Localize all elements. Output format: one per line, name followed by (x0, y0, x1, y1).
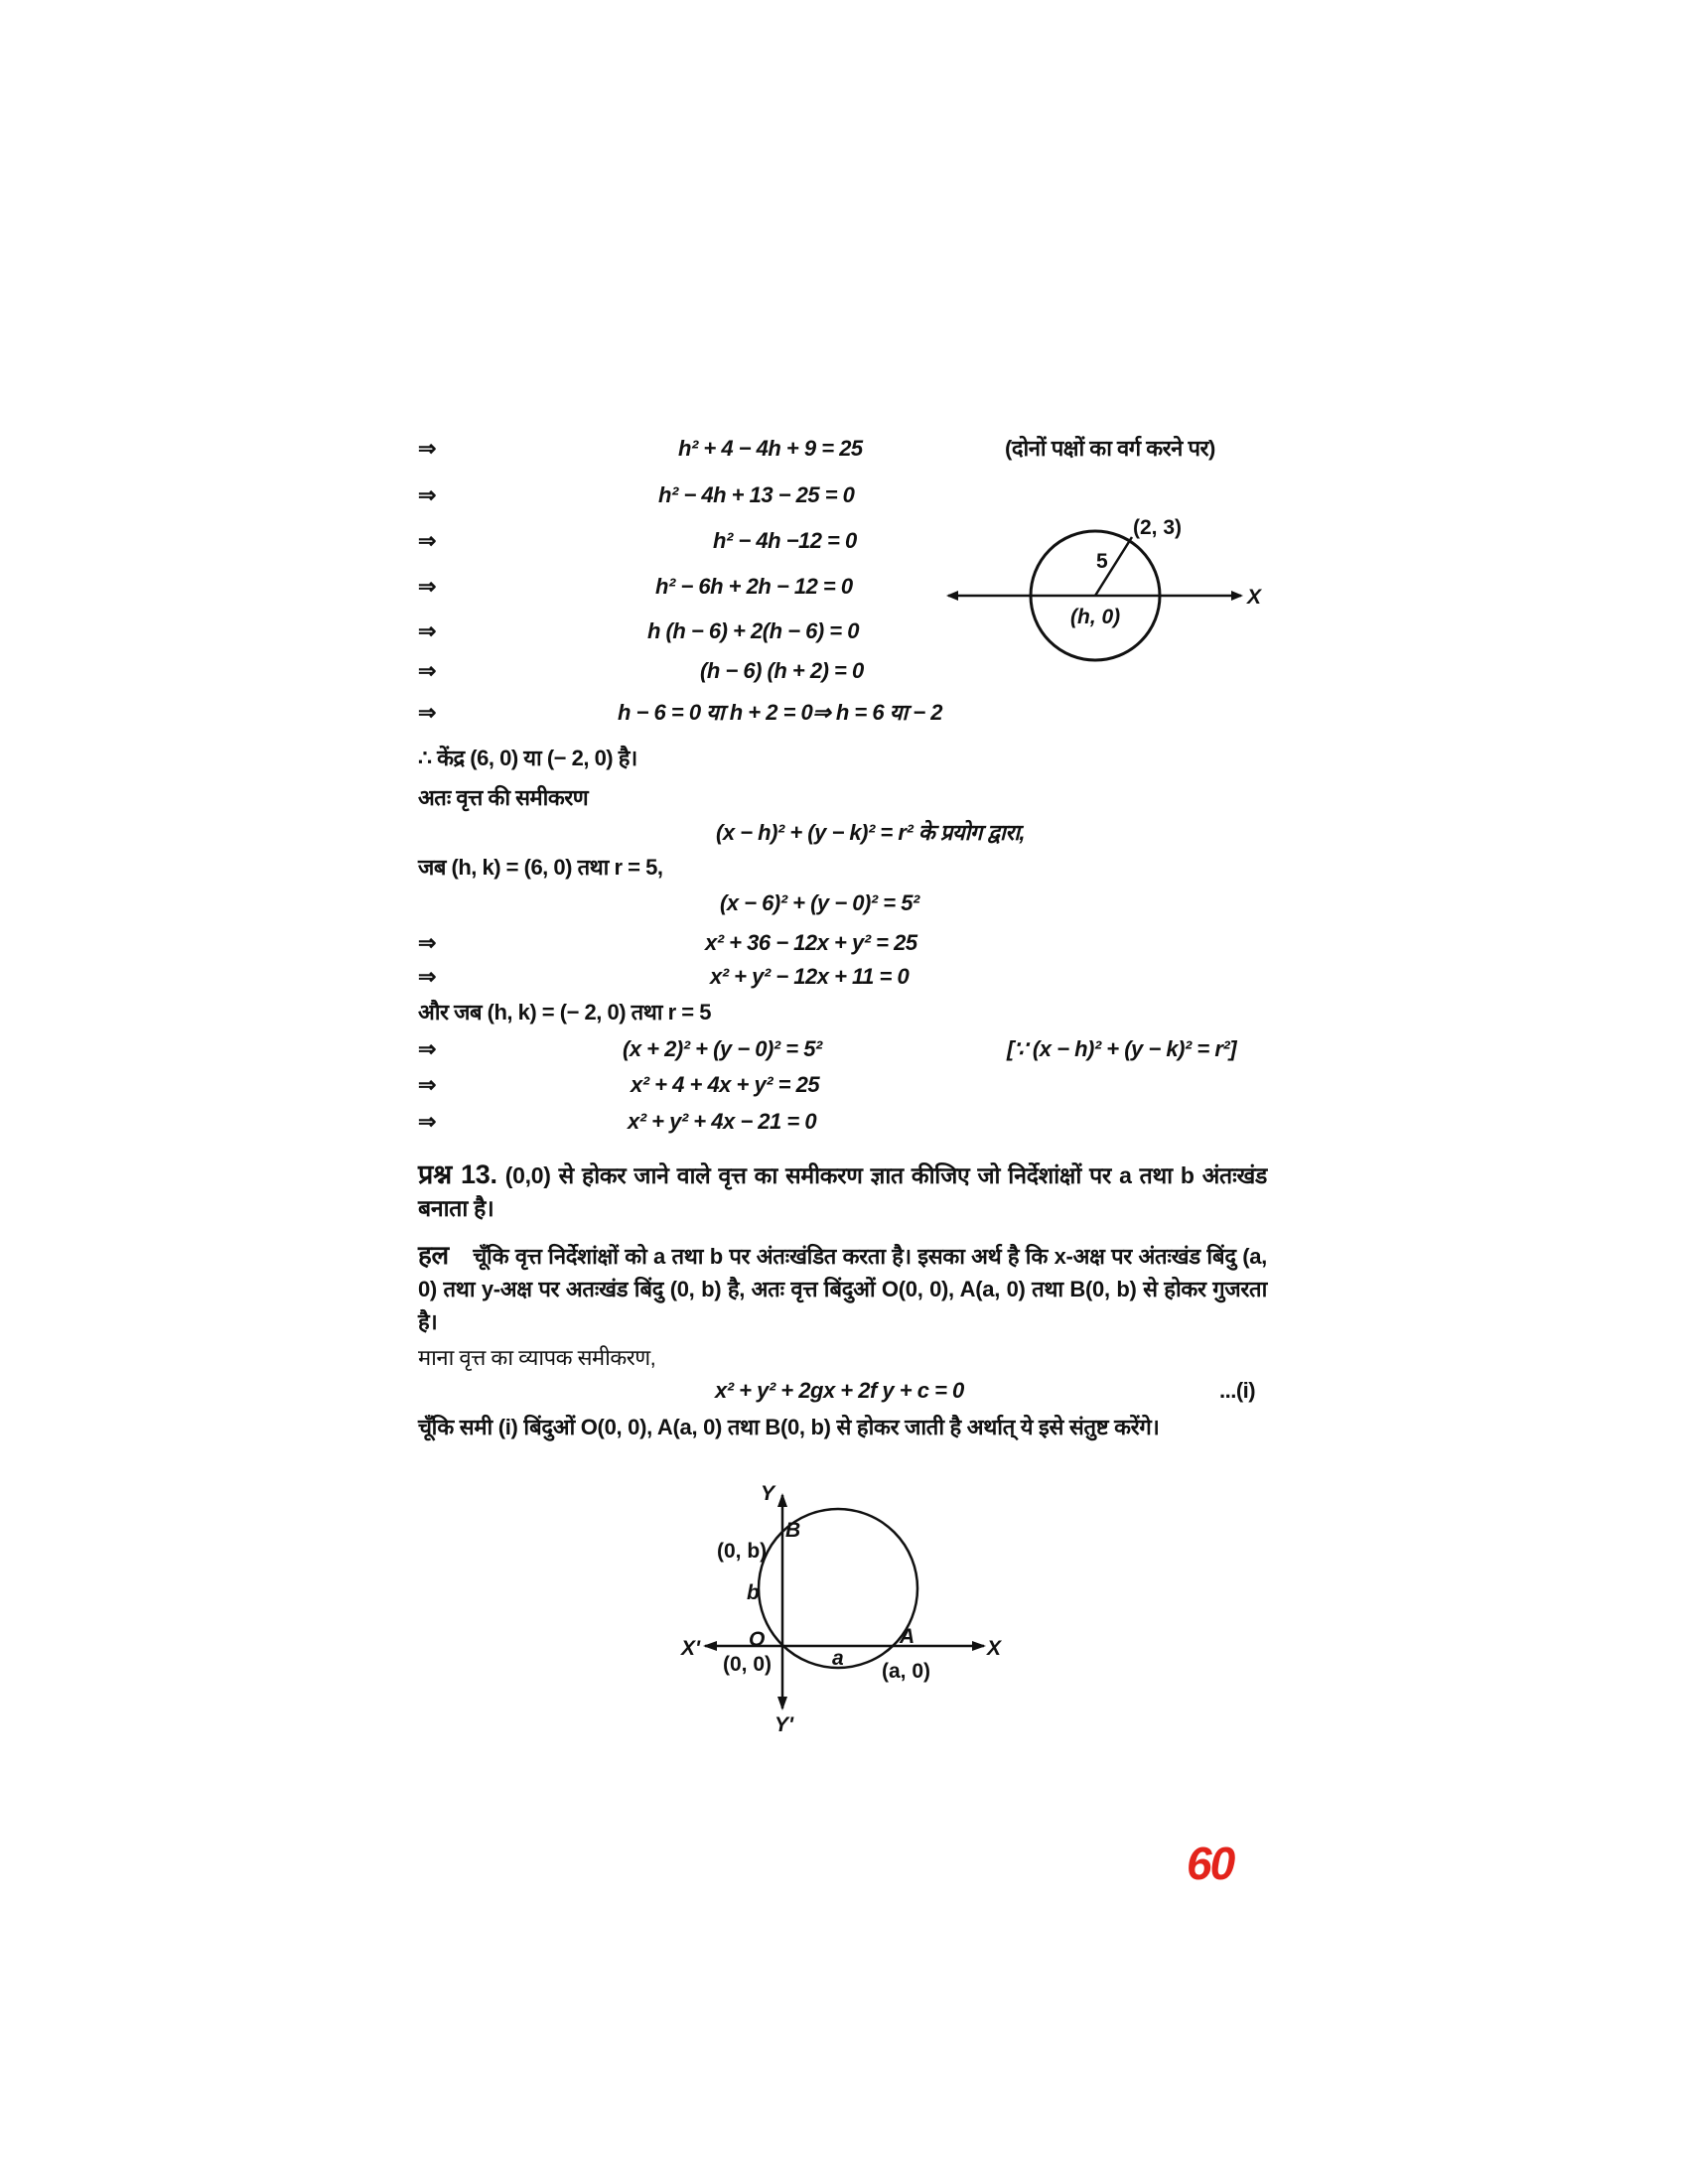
equation-line: (x + 2)² + (y − 0)² = 5² (623, 1036, 822, 1061)
implies-symbol: ⇒ (418, 1036, 436, 1061)
page-number: 60 (1187, 1838, 1234, 1889)
x-neg-axis-label: X' (681, 1637, 701, 1660)
implies-symbol: ⇒ (418, 436, 436, 461)
intercept-b-label: b (747, 1581, 760, 1604)
general-equation: x² + y² + 2gx + 2f y + c = 0 (715, 1378, 964, 1403)
y-axis-label: Y (761, 1482, 775, 1505)
radius-label: 5 (1096, 550, 1108, 573)
intro-line: अतः वृत्त की समीकरण (418, 785, 589, 810)
x-axis-label: X (1247, 586, 1262, 609)
equation-line: h² − 4h −12 = 0 (713, 528, 857, 553)
implies-symbol: ⇒ (418, 700, 436, 725)
case-1-heading: जब (h, k) = (6, 0) तथा r = 5, (418, 855, 663, 880)
arrow-left-icon (946, 591, 958, 601)
point-b-coord: (0, b) (717, 1540, 768, 1563)
implies-symbol: ⇒ (418, 1072, 436, 1097)
equation-line: (h − 6) (h + 2) = 0 (700, 658, 864, 683)
equation-line: h² − 4h + 13 − 25 = 0 (658, 482, 855, 507)
question-text: (0,0) से होकर जाने वाले वृत्त का समीकरण ज्ञात कीजिए जो निर्देशांक्षों पर a तथा b अंतःखंड बनाता है। (418, 1162, 1268, 1221)
let-line: माना वृत्त का व्यापक समीकरण, (418, 1345, 656, 1370)
point-label: (2, 3) (1133, 516, 1183, 539)
conclusion-line: ∴ केंद्र (6, 0) या (− 2, 0) है। (418, 746, 637, 770)
equation-line: x² + y² + 4x − 21 = 0 (628, 1109, 817, 1134)
question-13 (418, 1159, 1267, 1225)
side-note: (दोनों पक्षों का वर्ग करने पर) (1005, 436, 1215, 461)
equation-line: x² + 36 − 12x + y² = 25 (705, 930, 917, 955)
point-a-label: A (900, 1625, 915, 1648)
solution-label: हल (418, 1240, 449, 1270)
equation-tag: ...(i) (1219, 1378, 1256, 1403)
equation-line: h² + 4 − 4h + 9 = 25 (678, 436, 863, 461)
arrow-right-icon (972, 1641, 986, 1651)
arrow-up-icon (777, 1493, 787, 1507)
question-label: प्रश्न 13. (418, 1160, 497, 1189)
arrow-right-icon (1231, 591, 1243, 601)
implies-symbol: ⇒ (418, 930, 436, 955)
equation-line: x² + 4 + 4x + y² = 25 (631, 1072, 820, 1097)
arrow-down-icon (777, 1697, 787, 1710)
center-label: (h, 0) (1070, 606, 1121, 628)
implies-symbol: ⇒ (418, 1109, 436, 1134)
point-a-coord: (a, 0) (882, 1660, 931, 1683)
implies-symbol: ⇒ (418, 482, 436, 507)
equation-line: x² + y² − 12x + 11 = 0 (710, 964, 910, 989)
equation-line: h² − 6h + 2h − 12 = 0 (655, 574, 853, 599)
intercept-a-label: a (832, 1647, 844, 1670)
implies-symbol: ⇒ (418, 528, 436, 553)
point-b-label: B (785, 1519, 801, 1542)
equation-line: (x − 6)² + (y − 0)² = 5² (720, 890, 919, 915)
side-note: [∵ (x − h)² + (y − k)² = r²] (1007, 1036, 1237, 1061)
implies-symbol: ⇒ (418, 658, 436, 683)
x-axis-label: X (987, 1637, 1002, 1660)
solution-text: चूँकि वृत्त निर्देशांक्षों को a तथा b पर अंतःखंडित करता है। इसका अर्थ है कि x-अक्ष पर अंतःखंड बिंदु (a, 0) तथा y-अक्ष पर अतःखंड बिंदु (0, b) है, अतः वृत्त बिंदुओं O(0, 0), A(a, 0) तथा B(0, b) से होकर गुजरता है। (418, 1244, 1267, 1334)
implies-symbol: ⇒ (418, 574, 436, 599)
equation-line: h (h − 6) + 2(h − 6) = 0 (647, 618, 859, 643)
solution-paragraph-2: चूँकि समी (i) बिंदुओं O(0, 0), A(a, 0) तथा B(0, b) से होकर जाती है अर्थात् ये इसे संतुष्ट करेंगे। (418, 1415, 1160, 1439)
implies-symbol: ⇒ (418, 964, 436, 989)
formula-line: (x − h)² + (y − k)² = r² के प्रयोग द्वारा, (716, 820, 1026, 845)
case-2-heading: और जब (h, k) = (− 2, 0) तथा r = 5 (418, 1000, 711, 1024)
circle-diagram-2 (0, 1469, 1688, 1757)
solution-paragraph-1 (418, 1239, 1267, 1338)
circle-diagram-1 (0, 0, 1688, 794)
origin-coord: (0, 0) (723, 1653, 773, 1676)
y-neg-axis-label: Y' (774, 1713, 794, 1736)
origin-label: O (749, 1628, 766, 1651)
implies-symbol: ⇒ (418, 618, 436, 643)
equation-line: h − 6 = 0 या h + 2 = 0⇒ h = 6 या − 2 (618, 700, 942, 725)
arrow-left-icon (703, 1641, 717, 1651)
